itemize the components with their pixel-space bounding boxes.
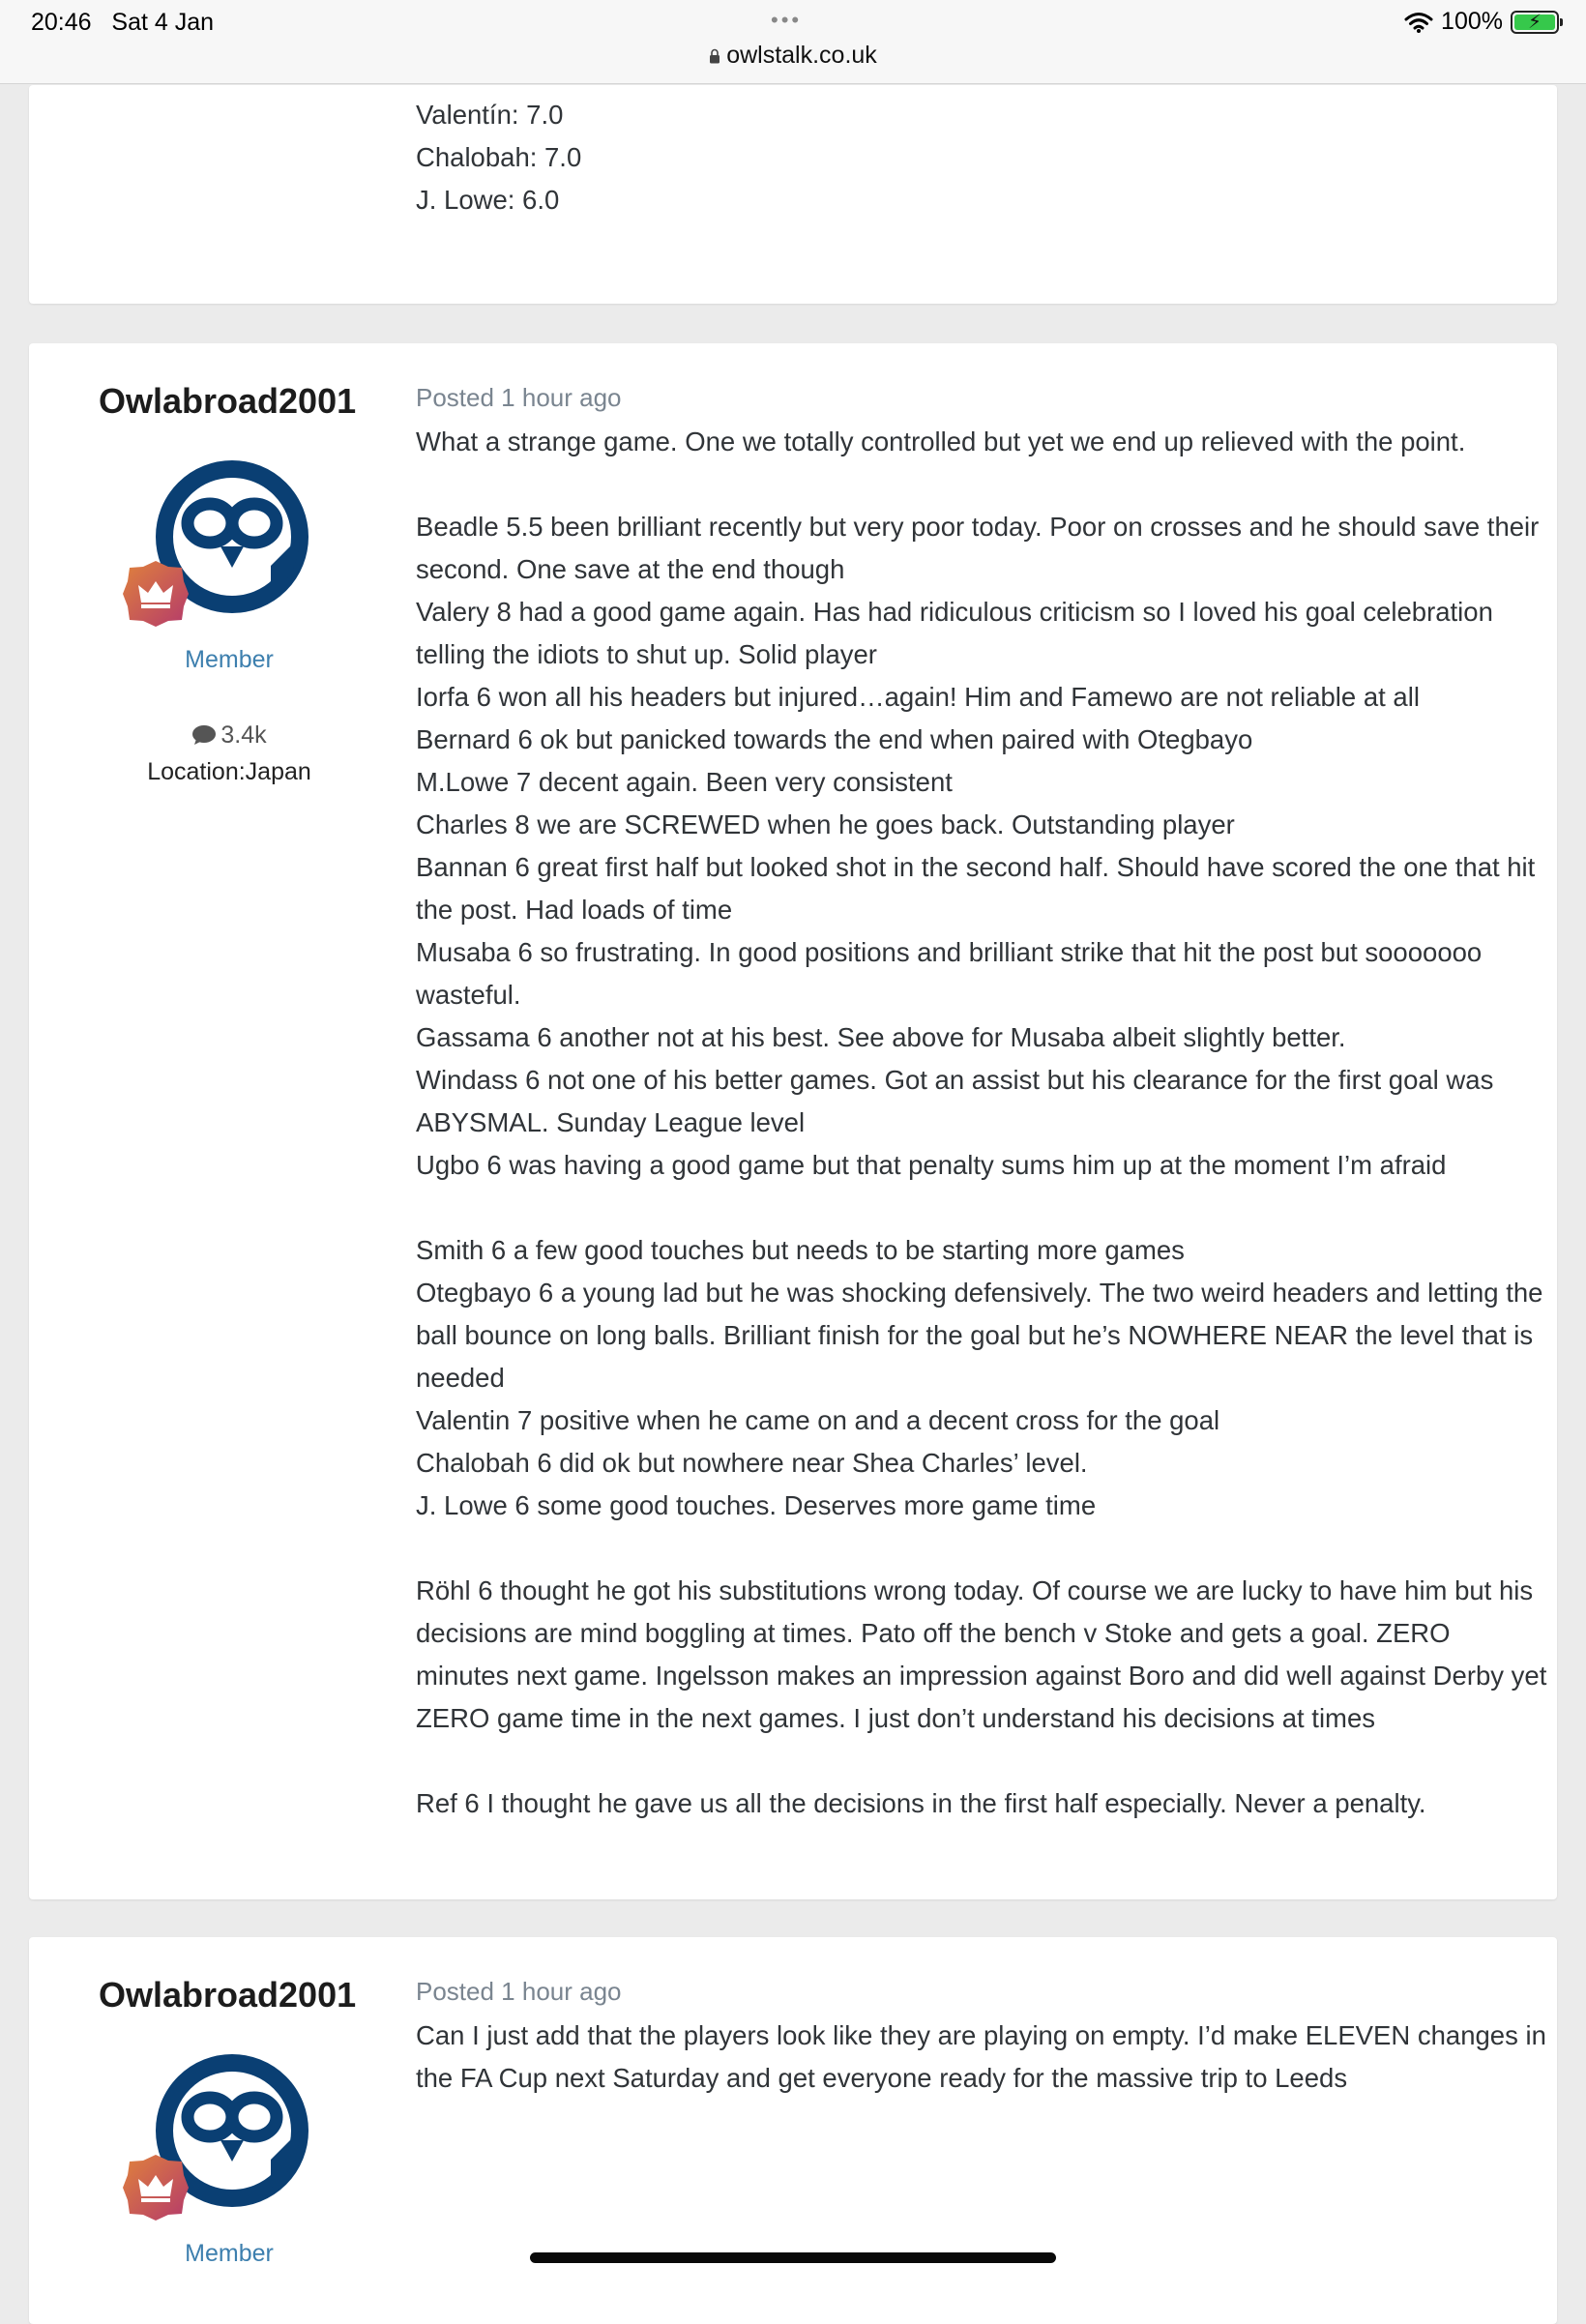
author-name[interactable]: Owlabroad2001 [99, 381, 357, 421]
home-indicator[interactable] [530, 2252, 1056, 2263]
post-line [416, 1740, 1547, 1782]
post-line: Valery 8 had a good game again. Has had ridiculous criticism so I loved his goal celebration telling the idiots to shut up. Solid player [416, 597, 1493, 669]
post-line: Bernard 6 ok but panicked towards the end when paired with Otegbayo [416, 724, 1253, 754]
post-line: What a strange game. One we totally controlled but yet we end up relieved with the point. [416, 427, 1466, 456]
post-line: Ref 6 I thought he gave us all the decisions in the first half especially. Never a penalty. [416, 1788, 1426, 1818]
status-right [1404, 8, 1559, 36]
address-bar[interactable] [0, 42, 1586, 70]
post-line: Valentín: 7.0 [416, 100, 564, 130]
battery-percent: 100% [1441, 8, 1503, 35]
post-line [416, 1527, 1547, 1570]
post-line: Chalobah: 7.0 [416, 142, 582, 172]
post-timestamp[interactable]: Posted 1 hour ago [416, 1977, 622, 2006]
post-line: Valentin 7 positive when he came on and a decent cross for the goal [416, 1405, 1220, 1435]
post-card-previous [29, 85, 1557, 304]
crown-badge-icon [120, 558, 191, 630]
post-body [416, 94, 1547, 221]
post-line [416, 463, 1547, 506]
battery-icon: ⚡ [1511, 11, 1559, 34]
post-line: Gassama 6 another not at his best. See above for Musaba albeit slightly better. [416, 1022, 1346, 1052]
author-location: Location:Japan [147, 758, 311, 785]
member-title[interactable]: Member [185, 2240, 274, 2267]
post-line: Charles 8 we are SCREWED when he goes back. Outstanding player [416, 809, 1235, 839]
post-line: J. Lowe: 6.0 [416, 185, 560, 215]
post-timestamp[interactable]: Posted 1 hour ago [416, 383, 622, 412]
post-line: Beadle 5.5 been brilliant recently but very poor today. Poor on crosses and he should save their second. One save at the end though [416, 512, 1540, 584]
url-text: owlstalk.co.uk [726, 42, 877, 69]
author-name[interactable]: Owlabroad2001 [99, 1975, 357, 2015]
lock-icon [709, 48, 720, 64]
post-line: J. Lowe 6 some good touches. Deserves more game time [416, 1490, 1097, 1520]
post-body [416, 421, 1547, 1825]
crown-badge-icon [120, 2152, 191, 2223]
wifi-icon [1404, 12, 1433, 33]
post-line [416, 1187, 1547, 1229]
status-time: 20:46 Sat 4 Jan [31, 9, 215, 36]
post-line: Chalobah 6 did ok but nowhere near Shea Charles’ level. [416, 1448, 1088, 1478]
post-line: Can I just add that the players look like they are playing on empty. I’d make ELEVEN changes in the FA Cup next Saturday and get everyone ready for the massive trip to Leeds [416, 2020, 1546, 2093]
post-line: Windass 6 not one of his better games. Got an assist but his clearance for the first goal was ABYSMAL. Sunday League level [416, 1065, 1494, 1137]
member-title[interactable]: Member [185, 646, 274, 673]
post-line: Bannan 6 great first half but looked shot in the second half. Should have scored the one that hit the post. Had loads of time [416, 852, 1536, 925]
post-line: Röhl 6 thought he got his substitutions wrong today. Of course we are lucky to have him but his decisions are mind boggling at times. Pato off the bench v Stoke and gets a goal. ZERO minutes next game. Ingelsson makes an impression against Boro and did well against Derby yet ZERO game time in the next games. I just don’t understand his decisions at times [416, 1575, 1547, 1733]
post-line: Ugbo 6 was having a good game but that penalty sums him up at the moment I’m afraid [416, 1150, 1447, 1180]
post-count: 3.4k [29, 721, 429, 750]
post-card [29, 1937, 1557, 2324]
post-line: M.Lowe 7 decent again. Been very consistent [416, 767, 953, 797]
post-card [29, 343, 1557, 1899]
comment-icon [191, 724, 217, 746]
post-line: Otegbayo 6 a young lad but he was shocking defensively. The two weird headers and letting the ball bounce on long balls. Brilliant finish for the goal but he’s NOWHERE NEAR the level that is needed [416, 1278, 1543, 1393]
post-line: Iorfa 6 won all his headers but injured…again! Him and Famewo are not reliable at all [416, 682, 1420, 712]
status-bar [0, 0, 1586, 84]
post-line: Smith 6 a few good touches but needs to be starting more games [416, 1235, 1185, 1265]
more-dots-icon[interactable]: ••• [771, 8, 803, 32]
post-body [416, 2015, 1547, 2100]
post-line: Musaba 6 so frustrating. In good positions and brilliant strike that hit the post but sooooooo wasteful. [416, 937, 1483, 1010]
